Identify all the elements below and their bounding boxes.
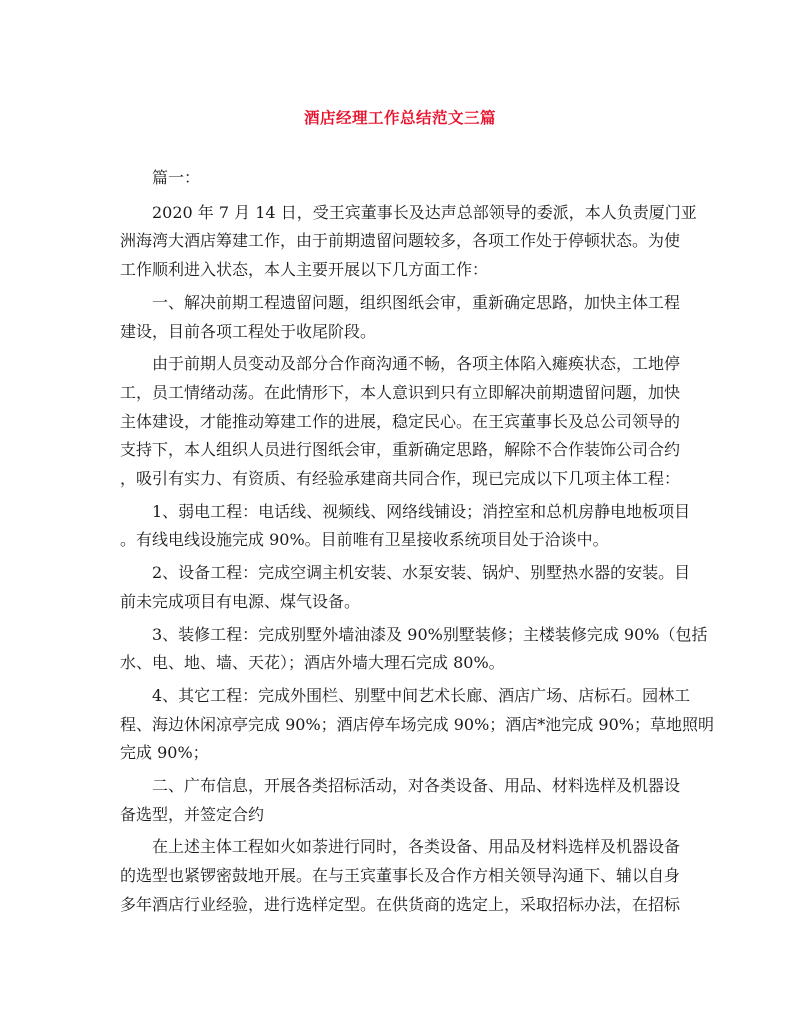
paragraph-line: 支持下，本人组织人员进行图纸会审，重新确定思路，解除不合作装饰公司合约 (120, 440, 681, 460)
paragraph-line: 水、电、地、墙、天花）；酒店外墙大理石完成 80%。 (120, 653, 505, 673)
paragraph-line: 2020 年 7 月 14 日，受王宾董事长及达声总部领导的委派，本人负责厦门亚 (152, 202, 697, 222)
paragraph-line: 一、解决前期工程遗留问题，组织图纸会审，重新确定思路，加快主体工程 (152, 292, 681, 312)
paragraph-line: 二、广布信息，开展各类招标活动，对各类设备、用品、材料选样及机器设 (152, 776, 681, 796)
paragraph-line: 4、其它工程：完成外围栏、别墅中间艺术长廊、酒店广场、店标石。园林工 (152, 685, 691, 705)
paragraph-line: 多年酒店行业经验，进行选样定型。在供货商的选定上，采取招标办法，在招标 (120, 894, 681, 914)
paragraph-line: 前未完成项目有电源、煤气设备。 (120, 591, 361, 611)
paragraph-line: 2、设备工程：完成空调主机安装、水泵安装、锅炉、别墅热水器的安装。目 (152, 563, 691, 583)
paragraph-line: 建设，目前各项工程处于收尾阶段。 (120, 321, 377, 341)
paragraph-line: 。有线电线设施完成 90%。目前唯有卫星接收系统项目处于洽谈中。 (120, 530, 609, 550)
paragraph (120, 559, 694, 616)
paragraph-line: 程、海边休闲凉亭完成 90%；酒店停车场完成 90%；酒店*池完成 90%；草地照明 (120, 714, 714, 734)
paragraph (120, 621, 708, 678)
paragraph (120, 772, 694, 829)
document-title: 酒店经理工作总结范文三篇 (303, 108, 496, 127)
paragraph-line: 在上述主体工程如火如荼进行同时，各类设备、用品及材料选样及机器设备 (152, 837, 681, 857)
paragraph-line: 洲海湾大酒店筹建工作，由于前期遗留问题较多，各项工作处于停顿状态。为使 (120, 231, 681, 251)
section-heading: 篇一： (152, 168, 201, 187)
paragraph (120, 289, 694, 346)
paragraph-line: 1、弱电工程：电话线、视频线、网络线铺设；消控室和总机房静电地板项目 (152, 501, 691, 521)
paragraph-line: 备选型，并签定合约 (120, 804, 265, 824)
paragraph-line: 工，员工情绪动荡。在此情形下，本人意识到只有立即解决前期遗留问题，加快 (120, 382, 681, 402)
paragraph-line: 完成 90%； (120, 743, 209, 763)
paragraph-list (120, 199, 714, 920)
paragraph-line: 主体建设，才能推动筹建工作的进展，稳定民心。在王宾董事长及总公司领导的 (120, 411, 681, 431)
paragraph-line: 工作顺利进入状态，本人主要开展以下几方面工作： (120, 260, 489, 280)
paragraph (120, 498, 694, 555)
paragraph (120, 682, 714, 768)
paragraph (120, 350, 694, 494)
paragraph-line: 由于前期人员变动及部分合作商沟通不畅，各项主体陷入瘫痪状态，工地停 (152, 354, 681, 374)
paragraph (120, 833, 694, 919)
document-body (120, 164, 714, 924)
paragraph (120, 199, 697, 285)
paragraph-line: ，吸引有实力、有资质、有经验承建商共同合作，现已完成以下几项主体工程： (120, 469, 681, 489)
paragraph-line: 的选型也紧锣密鼓地开展。在与王宾董事长及合作方相关领导沟通下、辅以自身 (120, 866, 681, 886)
paragraph-line: 3、装修工程：完成别墅外墙油漆及 90%别墅装修；主楼装修完成 90%（包括 (152, 624, 708, 644)
